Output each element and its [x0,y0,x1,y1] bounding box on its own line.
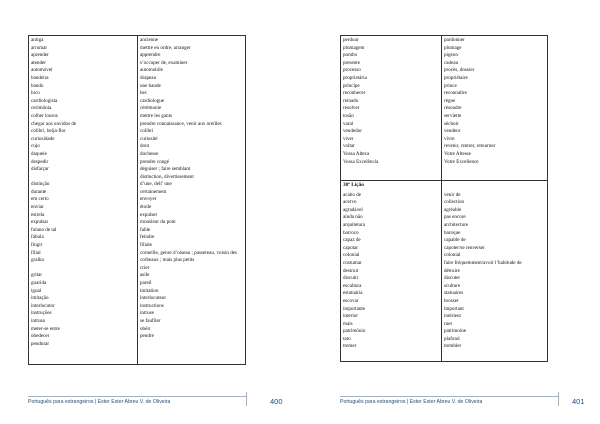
glossary-entry: propriétaire [444,74,468,81]
portuguese-word-list [31,37,135,348]
glossary-entry: obedecer [31,333,50,340]
glossary-entry: costumar [343,259,362,266]
glossary-entry: antiga [31,37,44,43]
glossary-entry: intruse [140,310,154,317]
glossary-entry: tosão [343,112,354,119]
footer-divider [246,392,247,406]
glossary-entry: collection [444,199,465,206]
glossary-entry: perdoar [343,37,359,43]
glossary-entry: apprendre [140,52,161,59]
glossary-entry: monsieur du pont [140,219,176,226]
glossary-entry: intrusa [31,317,45,324]
glossary-entry: arquitetura [343,221,366,228]
footer-text: Português para estrangeiros | Ester Ester Abreu V. de Oliveira [28,399,171,405]
glossary-entry: gralha [31,257,44,264]
glossary-entry: importante [343,305,366,312]
glossary-entry: proprietária [343,74,367,81]
glossary-entry: patrimoine [444,328,467,335]
glossary-entry: atender [31,59,46,66]
glossary-entry: drapeau [140,74,157,81]
glossary-entry: trembler [444,343,462,350]
portuguese-word-list [343,37,439,166]
glossary-entry: bandeira [31,74,49,81]
glossary-entry: interlocutor [31,302,55,309]
glossary-entry: acabo de [343,191,361,198]
glossary-entry: estatuária [343,290,363,297]
glossary-entry: séchoir [444,120,459,127]
glossary-entry: bec [140,90,148,97]
portuguese-column [341,36,442,181]
glossary-entry: cujo [31,143,40,150]
glossary-entry: patrimônio [343,328,366,335]
glossary-entry: em certo [31,196,49,203]
glossary-entry: varal [343,120,354,127]
glossary-entry: architecture [444,221,469,228]
glossary-entry: Votre Altesse [444,150,471,157]
glossary-entry: reconnaître [444,90,467,97]
glossary-entry: certainement [140,188,167,195]
glossary-entry: capotar [343,244,358,251]
glossary-entry: pendurar [31,340,50,347]
glossary-entry: prince [444,82,457,89]
french-word-list [444,37,545,166]
glossary-entry: Vossa Excelência [343,158,379,165]
glossary-entry: colonial [343,252,360,259]
table-row [341,181,548,362]
glossary-entry: brosser [444,297,459,304]
glossary-entry: duchesse [140,150,159,157]
page-number: 400 [270,397,283,406]
glossary-entry: prendre congé [140,158,169,165]
glossary-entry: expulsar [31,219,49,226]
glossary-entry: voltar [343,143,355,150]
glossary-entry: procès, dossier [444,67,475,74]
glossary-entry: important [444,305,464,312]
glossary-entry: revenir, rentrer, retourner [444,143,496,150]
glossary-entry: durante [31,188,47,195]
glossary-entry: statuaires [444,290,464,297]
glossary-entry: sculture [444,282,461,289]
glossary-entry: tato [343,335,351,342]
french-column [442,181,548,362]
glossary-entry: despedir [31,158,49,165]
glossary-entry: agréable [444,206,462,213]
glossary-entry: gritar [31,272,43,279]
glossary-entry: venir de [444,191,461,198]
glossary-entry: envoyer [140,196,157,203]
glossary-entry: discuter [444,275,461,282]
glossary-entry: colonial [444,252,461,259]
glossary-entry: fable [140,226,151,233]
french-column [138,36,246,365]
glossary-entry: pendre [140,333,154,340]
glossary-entry: déguiser ; faire semblant [140,166,191,173]
glossary-entry: pombo [343,52,358,59]
glossary-entry: chegar aos ouvidos de [31,120,77,127]
glossary-entry: imitation [140,287,159,294]
footer-rule [340,396,558,397]
page-number: 401 [572,397,585,406]
glossary-entry: enviar [31,204,44,211]
glossary-entry: cadeau [444,59,459,66]
glossary-entry: plumagem [343,44,365,51]
glossary-entry: pigeon [444,52,458,59]
glossary-entry: ainda não [343,214,363,221]
glossary-entry: curiosidade [31,135,55,142]
glossary-entry: reinado [343,97,359,104]
glossary-entry: colher louros [31,112,58,119]
glossary-entry: automobile [140,67,163,74]
glossary-entry: ancienne [140,37,159,43]
glossary-entry: igual [31,287,42,294]
vocabulary-table-left [28,35,246,365]
glossary-entry: bico [31,90,40,97]
glossary-entry: baroque [444,229,461,236]
glossary-entry: faire fréquemment/avoir l’habitude de [444,259,522,266]
glossary-entry: destruir [343,267,359,274]
glossary-entry: d’une, dell’ une [140,181,172,188]
glossary-entry: discutir [343,275,359,282]
glossary-entry: mais [343,320,353,327]
glossary-entry: filial [31,249,41,256]
glossary-entry: instruções [31,310,52,317]
glossary-entry: bando [31,82,44,89]
glossary-entry: agradável [343,206,363,213]
lesson-title-spacer [444,182,545,192]
glossary-entry: une bande [140,82,161,89]
glossary-entry: processo [343,67,361,74]
glossary-entry: vendeur [444,128,461,135]
glossary-entry: acervo [343,199,357,206]
glossary-entry: Votre Excellence [444,158,479,165]
glossary-entry: corneille, genre d’oiseau ; passereau, voisin des corbeaux ; mais plus petits [140,249,238,264]
glossary-entry: prendre connaissance, venir aux oreilles [140,120,222,127]
portuguese-column [341,181,442,362]
glossary-entry: expulser [140,211,158,218]
glossary-entry: distinção [31,181,50,188]
glossary-entry: plafond [444,335,460,342]
glossary-entry: barroco [343,229,359,236]
glossary-entry [31,174,135,182]
glossary-entry: vivre [444,135,455,142]
glossary-entry: príncipe [343,82,360,89]
glossary-entry: viver [343,135,354,142]
footer-rule [28,396,246,397]
glossary-entry: plumage [444,44,462,51]
glossary-entry: automóvel [31,67,53,74]
table-row [341,36,548,181]
glossary-entry: vendedor [343,128,362,135]
glossary-entry: colibri, beija-flor [31,128,66,135]
glossary-entry: cardiologista [31,97,58,104]
glossary-entry: étoile [140,204,152,211]
glossary-entry: interior [343,313,358,320]
glossary-entry: interlocuteur [140,295,167,302]
glossary-entry: résoudre [444,105,462,112]
glossary-entry: asile [140,272,150,279]
glossary-entry: capable de [444,237,466,244]
glossary-entry: intérieur [444,313,462,320]
glossary-entry: capaz de [343,237,361,244]
glossary-entry: guarida [31,280,47,286]
glossary-entry: fingir [31,242,43,249]
glossary-entry: escultura [343,282,362,289]
glossary-entry: pareil [140,280,152,286]
french-word-list [140,37,243,341]
glossary-entry: cerimônia [31,105,52,112]
glossary-entry: capoter/se renverser [444,244,485,251]
glossary-entry: imitação [31,295,49,302]
glossary-entry: cardiologue [140,97,165,104]
glossary-entry: daquele [31,150,47,157]
glossary-entry: dont [140,143,150,150]
glossary-entry: pas encore [444,214,466,221]
footer-divider [558,392,559,406]
glossary-entry: cérémonie [140,105,162,112]
glossary-entry: tremer [343,343,357,350]
glossary-entry: mettre en ordre, arranger [140,44,191,51]
portuguese-word-list [343,192,439,351]
glossary-entry: escovar [343,297,359,304]
footer-text: Português para estrangeiros | Ester Ester Abreu V. de Oliveira [340,399,483,405]
glossary-entry: distinction, divertissement [140,173,194,180]
glossary-entry: crier [140,264,150,271]
glossary-entry: s’occuper de, examiner [140,59,188,66]
vocabulary-table-right [340,35,548,362]
glossary-entry: reconhecer [343,90,366,97]
glossary-entry: instructions [140,302,164,309]
glossary-entry: filiale [140,242,152,249]
portuguese-column [29,36,138,365]
glossary-entry: aprender [31,52,49,59]
glossary-entry: détruire [444,267,460,274]
french-word-list [444,192,545,351]
glossary-entry: fulano de tal [31,226,57,233]
glossary-entry: disfarçar [31,166,49,173]
glossary-entry: estrela [31,211,45,218]
glossary-entry: fábula [31,234,44,241]
glossary-entry: feindre [140,234,155,241]
french-column [442,36,548,181]
glossary-entry: colibri [140,128,154,135]
glossary-entry: ruer [444,320,453,327]
glossary-entry: resolver [343,105,360,112]
table-row [29,36,246,365]
glossary-entry: se faufiler [140,317,161,324]
lesson-title: 30ª Lição [343,182,364,188]
glossary-entry: mettre les gants [140,112,172,119]
glossary-entry: règne [444,97,456,104]
right-page [300,0,600,424]
glossary-entry [31,265,135,273]
glossary-entry: meter-se entre [31,325,60,332]
glossary-entry: obéir [140,325,151,332]
glossary-entry: arrumar [31,44,48,51]
glossary-entry: curiosité [140,135,158,142]
glossary-entry: serviette [444,112,462,119]
glossary-entry: pardonner [444,37,465,43]
glossary-entry: Vossa Alteza [343,150,370,157]
glossary-entry: presente [343,59,360,66]
